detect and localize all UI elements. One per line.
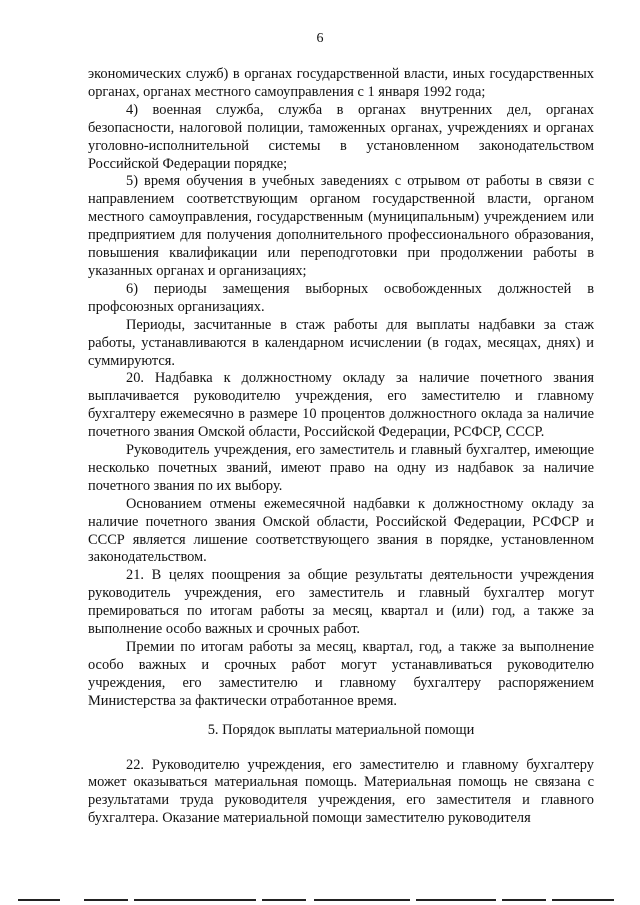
scan-edge-line	[18, 899, 60, 901]
paragraph-item-6: 6) периоды замещения выборных освобожденных должностей в профсоюзных организациях.	[88, 280, 594, 315]
paragraph-clause-22: 22. Руководителю учреждения, его заместителю и главному бухгалтеру может оказываться материальная помощь. Материальная помощь не связана с результатами труда руководителя учреждения, его заместителя и главного бухгалтера. Оказание материальной помощи заместителю руководителя	[88, 756, 594, 827]
section-heading: 5. Порядок выплаты материальной помощи	[207, 721, 475, 738]
page-number: 6	[316, 31, 324, 46]
scan-edge-line	[84, 899, 128, 901]
paragraph-several-titles: Руководитель учреждения, его заместитель и главный бухгалтер, имеющие несколько почетных званий, имеют право на одну из надбавок за наличие почетного звания по их выбору.	[88, 442, 594, 494]
scan-edge-line	[552, 899, 614, 901]
paragraph-cancellation: Основанием отмены ежемесячной надбавки к должностному окладу за наличие почетного звания Омской области, Российской Федерации, РСФСР и СССР является лишение соответствующего звания в порядке, установленном законодательством.	[88, 495, 594, 566]
scan-edge-line	[502, 899, 546, 901]
paragraph-clause-21: 21. В целях поощрения за общие результаты деятельности учреждения руководитель учреждения, его заместитель и главный бухгалтер могут премироваться по итогам работы за месяц, квартал и (или) год, а также за выполнение особо важных и срочных работ.	[88, 567, 594, 638]
scan-edge-line	[416, 899, 496, 901]
paragraph-item-4: 4) военная служба, служба в органах внутренних дел, органах безопасности, налоговой полиции, таможенных органах, учреждениях и органах уголовно-исполнительной системы в установленном законодательством Российской Федерации порядке;	[88, 101, 594, 172]
document-body	[88, 66, 594, 828]
scan-edge-line	[314, 899, 410, 901]
scan-edge-line	[262, 899, 306, 901]
paragraph-periods: Периоды, засчитанные в стаж работы для выплаты надбавки за стаж работы, устанавливаются в календарном исчислении (в годах, месяцах, днях) и суммируются.	[88, 316, 594, 369]
scan-edge-line	[134, 899, 256, 901]
paragraph-clause-20: 20. Надбавка к должностному окладу за наличие почетного звания выплачивается руководителю учреждения, его заместителю и главному бухгалтеру ежемесячно в размере 10 процентов должностного оклада за наличие почетного звания Омской области, Российской Федерации, РСФСР, СССР.	[88, 370, 594, 441]
paragraph-bonuses: Премии по итогам работы за месяц, квартал, год, а также за выполнение особо важных и срочных работ могут устанавливаться руководителю учреждения, его заместителю и главному бухгалтеру распоряжением Министерства за фактически отработанное время.	[88, 639, 594, 709]
paragraph-item-5: 5) время обучения в учебных заведениях с отрывом от работы в связи с направлением соответствующим органом государственной власти, органом местного самоуправления, государственным (муниципальным) учреждением или предприятием для получения дополнительного профессионального образования, повышения квалификации или переподготовки при продолжении работы в указанных органах и организациях;	[88, 173, 594, 279]
paragraph-continued: экономических служб) в органах государственной власти, иных государственных органах, органах местного самоуправления с 1 января 1992 года;	[88, 66, 594, 100]
